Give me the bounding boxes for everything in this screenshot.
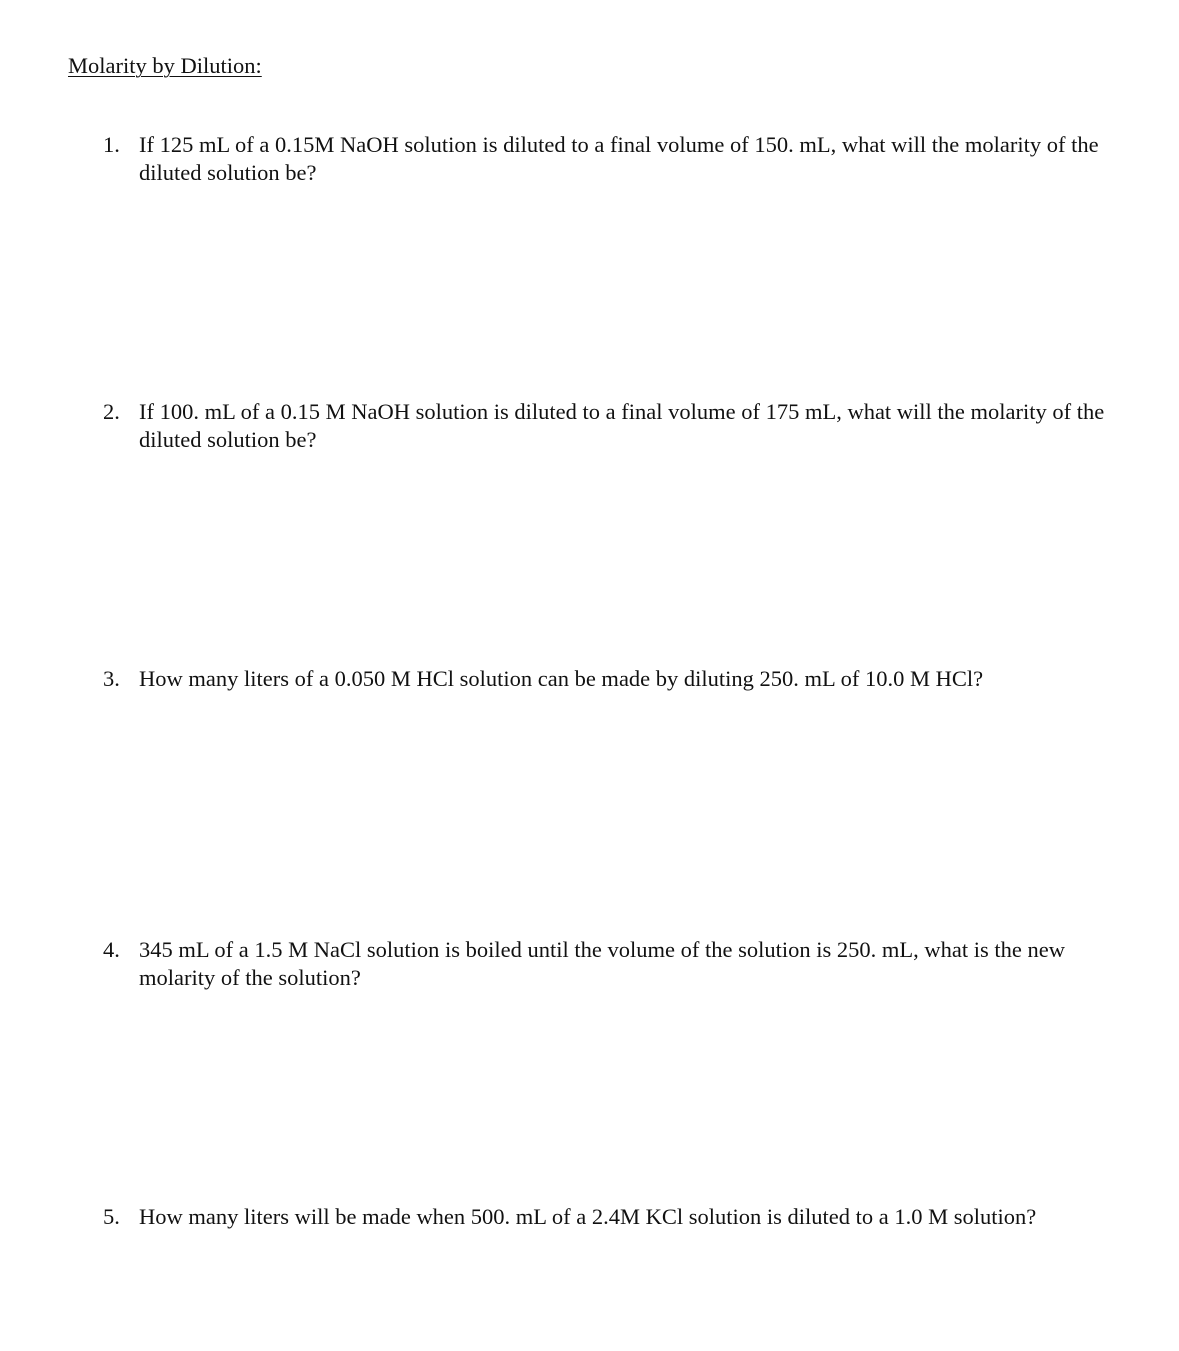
question-4 [103, 936, 1113, 991]
question-number: 4. [103, 937, 120, 962]
question-number: 3. [103, 666, 120, 691]
question-text: How many liters of a 0.050 M HCl solution can be made by diluting 250. mL of 10.0 M HCl? [139, 666, 984, 691]
page-title: Molarity by Dilution: [68, 53, 262, 78]
question-text: 345 mL of a 1.5 M NaCl solution is boiled until the volume of the solution is 250. mL, what is the new molarity of the solution? [139, 937, 1065, 990]
question-5 [103, 1203, 1113, 1231]
question-text: If 125 mL of a 0.15M NaOH solution is diluted to a final volume of 150. mL, what will the molarity of the diluted solution be? [139, 132, 1099, 185]
question-number: 2. [103, 399, 120, 424]
question-text: How many liters will be made when 500. mL of a 2.4M KCl solution is diluted to a 1.0 M solution? [139, 1204, 1037, 1229]
question-1 [103, 131, 1113, 186]
question-number: 1. [103, 132, 120, 157]
question-number: 5. [103, 1204, 120, 1229]
question-text: If 100. mL of a 0.15 M NaOH solution is diluted to a final volume of 175 mL, what will the molarity of the diluted solution be? [139, 399, 1105, 452]
question-3 [103, 665, 1113, 693]
question-2 [103, 398, 1113, 453]
